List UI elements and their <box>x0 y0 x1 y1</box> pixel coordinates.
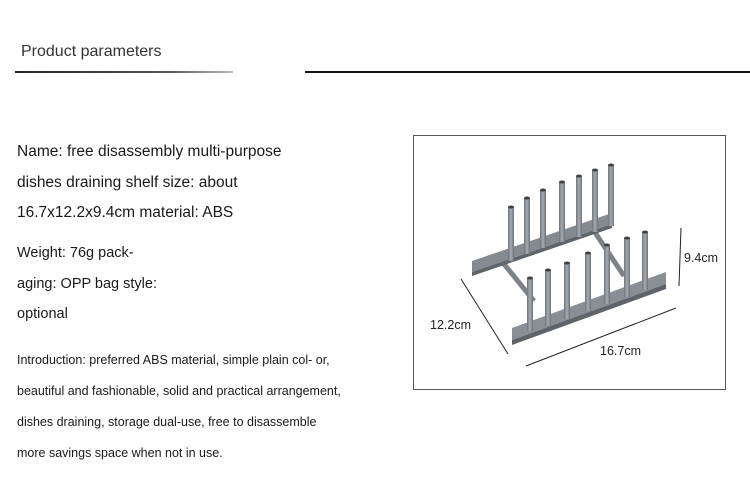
height-dimension-line <box>679 228 681 286</box>
spec-introduction: Introduction: preferred ABS material, simple plain col- or, beautiful and fashionable, solid and practical arrangement, dishes draining, storage dual-use, free to disassemble more savings space when not in use. <box>17 353 341 460</box>
height-dimension-label: 9.4cm <box>684 251 719 265</box>
width-dimension-label: 16.7cm <box>600 344 641 358</box>
dish-rack-illustration <box>414 136 727 391</box>
depth-dimension-label: 12.2cm <box>430 318 471 332</box>
section-divider <box>305 71 750 73</box>
depth-dimension-line <box>461 279 508 354</box>
title-underline <box>15 71 233 73</box>
section-title: Product parameters <box>21 43 162 60</box>
spec-name-size-material: Name: free disassembly multi-purpose dishes draining shelf size: about 16.7x12.2x9.4cm material: ABS <box>17 143 282 221</box>
spec-weight-packaging-style: Weight: 76g pack- aging: OPP bag style: optional <box>17 245 157 322</box>
product-image-frame <box>413 135 726 390</box>
